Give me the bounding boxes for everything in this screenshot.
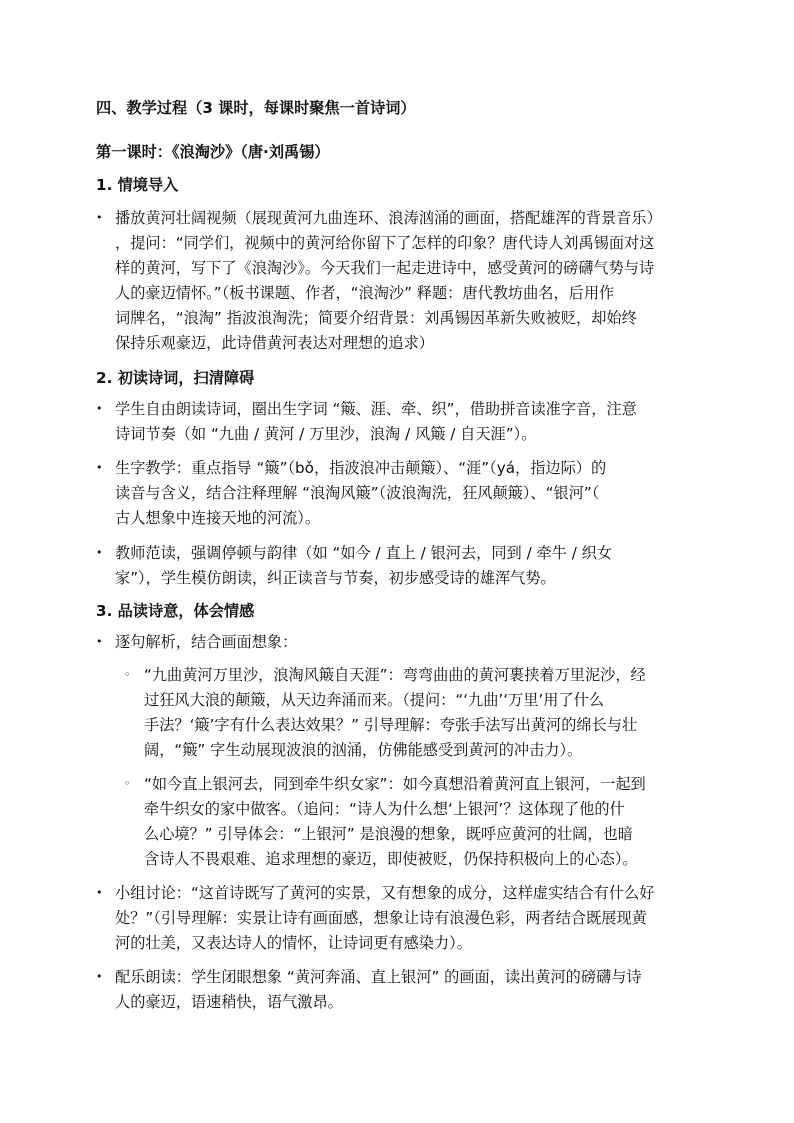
bullet-icon: • bbox=[96, 402, 103, 415]
text-line: 词牌名，“浪淘” 指波浪淘洗；简要介绍背景：刘禹锡因革新失败被贬，却始终 bbox=[115, 309, 637, 327]
section-title: 2. 初读诗词，扫清障碍 bbox=[96, 369, 255, 387]
lesson-title: 第一课时：《浪淘沙》（唐·刘禹锡） bbox=[96, 143, 330, 161]
text-line: 古人想象中连接天地的河流）。 bbox=[115, 509, 321, 527]
text-line: 读音与含义，结合注释理解 “浪淘风簸”（波浪淘洗，狂风颠簸）、“银河”（ bbox=[115, 484, 600, 502]
bullet-icon: • bbox=[96, 970, 103, 983]
text-line: 过狂风大浪的颠簸，从天边奔涌而来。（提问：“‘九曲’‘万里’用了什么 bbox=[144, 691, 605, 709]
text-line: 含诗人不畏艰难、追求理想的豪迈，即使被贬，仍保持积极向上的心态）。 bbox=[144, 850, 638, 868]
bullet-icon: • bbox=[96, 886, 103, 899]
text-line: 么心境？” 引导体会：“上银河” 是浪漫的想象，既呼应黄河的壮阔，也暗 bbox=[144, 825, 633, 843]
text-line: “如今直上银河去，同到牵牛织女家”：如今真想沿着黄河直上银河，一起到 bbox=[144, 775, 646, 793]
text-line: 家”），学生模仿朗读，纠正读音与节奏，初步感受诗的雄浑气势。 bbox=[115, 569, 556, 587]
sub-bullet-icon: ◦ bbox=[124, 777, 131, 790]
sub-bullet-icon: ◦ bbox=[124, 668, 131, 681]
text-line: 处？”（引导理解：实景让诗有画面感，想象让诗有浪漫色彩，两者结合既展现黄 bbox=[115, 909, 647, 927]
text-line: 人的豪迈，语速稍快，语气激昂。 bbox=[115, 993, 343, 1011]
text-line: ，提问：“同学们，视频中的黄河给你留下了怎样的印象？唐代诗人刘禹锡面对这 bbox=[115, 234, 655, 252]
text-line: 播放黄河壮阔视频（展现黄河九曲连环、浪涛汹涌的画面，搭配雄浑的背景音乐） bbox=[115, 209, 662, 227]
text-line: 样的黄河，写下了《浪淘沙》。今天我们一起走进诗中，感受黄河的磅礴气势与诗 bbox=[115, 259, 655, 277]
text-line: 手法？‘簸’字有什么表达效果？” 引导理解：夸张手法写出黄河的绵长与壮 bbox=[144, 716, 638, 734]
text-line: “九曲黄河万里沙，浪淘风簸自天涯”：弯弯曲曲的黄河裹挟着万里泥沙，经 bbox=[144, 666, 646, 684]
text-line: 诗词节奏（如 “九曲 / 黄河 / 万里沙，浪淘 / 风簸 / 自天涯”）。 bbox=[115, 425, 537, 443]
bullet-icon: • bbox=[96, 546, 103, 559]
text-line: 逐句解析，结合画面想象： bbox=[115, 633, 298, 651]
text-line: 生字教学：重点指导 “簸”（bǒ，指波浪冲击颠簸）、“涯”（yá，指边际）的 bbox=[115, 459, 607, 477]
section-title: 3. 品读诗意，体会情感 bbox=[96, 602, 255, 620]
bullet-icon: • bbox=[96, 461, 103, 474]
text-line: 阔，“簸” 字生动展现波浪的汹涌，仿佛能感受到黄河的冲击力）。 bbox=[144, 741, 583, 759]
section-title: 1. 情境导入 bbox=[96, 176, 179, 194]
bullet-icon: • bbox=[96, 635, 103, 648]
text-line: 小组讨论：“这首诗既写了黄河的实景，又有想象的成分，这样虚实结合有什么好 bbox=[115, 884, 655, 902]
text-line: 配乐朗读：学生闭眼想象 “黄河奔涌、直上银河” 的画面，读出黄河的磅礴与诗 bbox=[115, 968, 642, 986]
text-line: 学生自由朗读诗词，圈出生字词 “簸、涯、牵、织”，借助拼音读准字音，注意 bbox=[115, 400, 637, 418]
text-line: 牵牛织女的家中做客。（追问：“诗人为什么想‘上银河’？这体现了他的什 bbox=[144, 800, 625, 818]
bullet-icon: • bbox=[96, 211, 103, 224]
text-line: 保持乐观豪迈，此诗借黄河表达对理想的追求） bbox=[115, 334, 434, 352]
text-line: 教师范读，强调停顿与韵律（如 “如今 / 直上 / 银河去，同到 / 牵牛 / 织女 bbox=[115, 544, 613, 562]
text-line: 河的壮美，又表达诗人的情怀，让诗词更有感染力）。 bbox=[115, 934, 472, 952]
text-line: 人的豪迈情怀。”（板书课题、作者，“浪淘沙” 释题：唐代教坊曲名，后用作 bbox=[115, 284, 615, 302]
section-heading: 四、教学过程（3 课时，每课时聚焦一首诗词） bbox=[96, 99, 416, 117]
